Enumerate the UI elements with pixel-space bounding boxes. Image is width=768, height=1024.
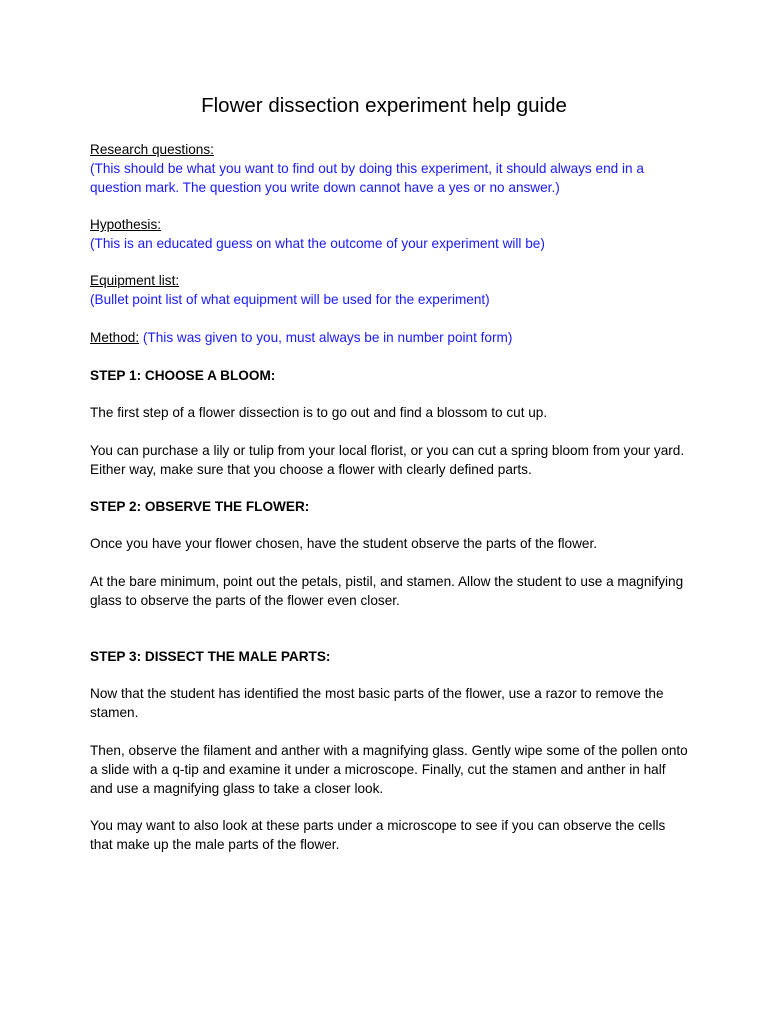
step1-paragraph-1: The first step of a flower dissection is to go out and find a blossom to cut up. — [90, 405, 548, 420]
step3-paragraph-3: You may want to also look at these parts under a microscope to see if you can observe the cells that make up the male parts of the flower. — [90, 818, 666, 852]
step1-paragraph-2: You can purchase a lily or tulip from your local florist, or you can cut a spring bloom from your yard. Either way, make sure that you choose a flower with clearly defined parts. — [90, 443, 685, 477]
method-section — [90, 328, 690, 347]
hypothesis-note: (This is an educated guess on what the outcome of your experiment will be) — [90, 236, 545, 251]
research-heading: Research questions: — [90, 142, 214, 157]
step3-paragraph-1: Now that the student has identified the most basic parts of the flower, use a razor to remove the stamen. — [90, 686, 664, 720]
step2-heading: STEP 2: OBSERVE THE FLOWER: — [90, 499, 310, 514]
equipment-section — [90, 271, 690, 309]
step3-heading: STEP 3: DISSECT THE MALE PARTS: — [90, 649, 331, 664]
method-note: (This was given to you, must always be in number point form) — [142, 330, 513, 345]
step3-paragraph-2: Then, observe the filament and anther with a magnifying glass. Gently wipe some of the pollen onto a slide with a q-tip and examine it under a microscope. Finally, cut the stamen and anther in half and use a magnifying glass to take a closer look. — [90, 743, 688, 796]
research-section — [90, 140, 690, 197]
hypothesis-section — [90, 215, 690, 253]
step2-paragraph-2: At the bare minimum, point out the petals, pistil, and stamen. Allow the student to use a magnifying glass to observe the parts of the flower even closer. — [90, 574, 684, 608]
equipment-note: (Bullet point list of what equipment will be used for the experiment) — [90, 292, 490, 307]
step1-heading: STEP 1: CHOOSE A BLOOM: — [90, 368, 276, 383]
page-title: Flower dissection experiment help guide — [201, 94, 567, 117]
step2-paragraph-1: Once you have your flower chosen, have the student observe the parts of the flower. — [90, 536, 598, 551]
hypothesis-heading: Hypothesis: — [90, 217, 162, 232]
research-note: (This should be what you want to find out by doing this experiment, it should always end in a question mark. The question you write down cannot have a yes or no answer.) — [90, 161, 644, 195]
equipment-heading: Equipment list: — [90, 273, 180, 288]
method-heading: Method: — [90, 330, 140, 345]
